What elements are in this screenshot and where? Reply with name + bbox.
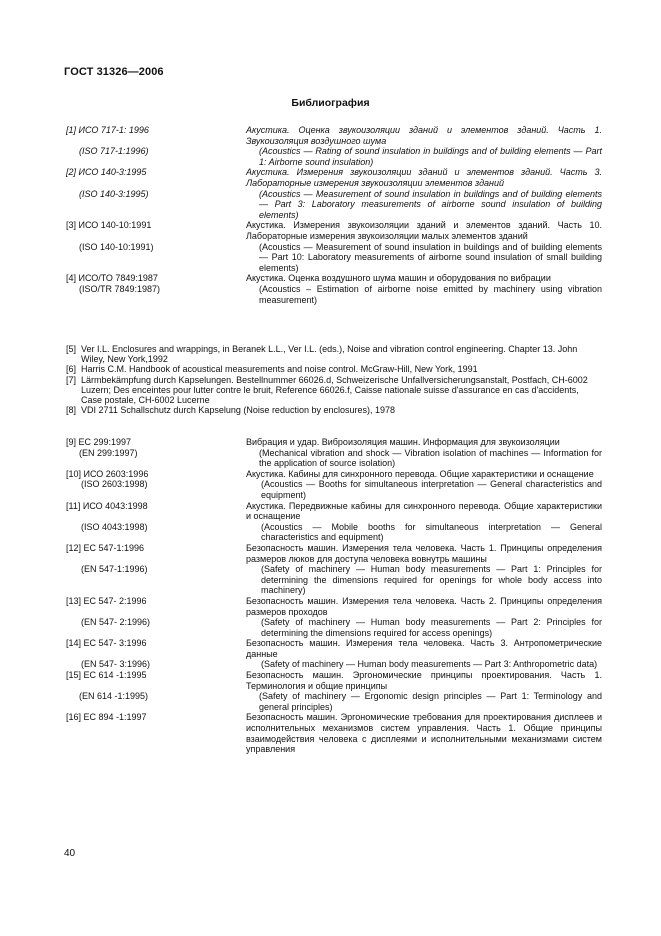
bib-entry-translation	[66, 617, 602, 638]
bib-ref: (EN 547- 3:1996)	[81, 659, 151, 670]
bibliography-list-part2	[66, 344, 602, 415]
bib-entry	[66, 596, 602, 617]
bib-ref: [4] ИСО/ТО 7849:1987	[66, 273, 158, 284]
bib-number: [8]	[66, 405, 77, 416]
bib-entry-translation	[66, 284, 602, 305]
bib-text: Безопасность машин. Эргономические требования для проектирования дисплеев и исполнительных механизмов систем управления. Часть 1. Общие принципы взаимодействия человека с дисплеями и исполнительными механизмами систем управления	[246, 712, 602, 755]
bib-entry	[66, 273, 602, 284]
bib-text: Акустика. Оценка воздушного шума машин и оборудования по вибрации	[246, 273, 551, 284]
bib-entry-translation	[66, 691, 602, 712]
page-title: Библиография	[291, 97, 370, 109]
bib-text: Акустика. Оценка звукоизоляции зданий и элементов зданий. Часть 1. Звукоизоляция воздушного шума	[246, 125, 602, 146]
bib-ref: (EN 547- 2:1996)	[81, 617, 151, 628]
bib-text: (Acoustics — Mobile booths for simultaneous interpretation — General characteristics and equipment)	[261, 521, 602, 543]
bib-text: (Acoustics — Rating of sound insulation in buildings and of building elements — Part 1: Airborne sound insulation)	[259, 146, 602, 167]
bib-ref: [9] EC 299:1997	[66, 437, 132, 447]
bib-ref: [1] ИСО 717-1: 1996	[66, 125, 149, 135]
bib-entry	[66, 125, 602, 146]
bib-entry	[66, 501, 602, 522]
bib-entry-translation	[66, 522, 602, 543]
bib-ref: [16] EC 894 -1:1997	[66, 712, 147, 723]
bib-entry	[66, 344, 602, 364]
bib-entry	[66, 437, 602, 448]
bibliography-list-part3	[66, 437, 602, 755]
bib-text: (Mechanical vibration and shock — Vibration isolation of machines — Information for the application of source isolation)	[259, 447, 602, 469]
bib-ref: (ISO 2603:1998)	[81, 479, 148, 490]
bib-number: [7]	[66, 374, 77, 385]
bib-ref: [13] EC 547- 2:1996	[66, 595, 147, 606]
bib-entry-translation	[66, 242, 602, 274]
bib-text: Акустика. Передвижные кабины для синхронного перевода. Общие характеристики и оснащение	[246, 500, 602, 522]
bib-text: (Acoustics — Measurement of sound insulation in buildings and of building elements — Part 3: Laboratory measurements of airborne sound insulation of building elements)	[259, 188, 602, 220]
bib-text: Вибрация и удар. Виброизоляция машин. Информация для звукоизоляции	[246, 437, 560, 447]
bib-ref: (ISO/TR 7849:1987)	[79, 283, 161, 294]
page-number: 40	[64, 848, 76, 859]
bib-ref: [12] EC 547-1:1996	[66, 542, 145, 553]
bib-ref: [11] ИСО 4043:1998	[66, 500, 148, 511]
bib-text: Ver I.L. Enclosures and wrappings, in Beranek L.L., Ver I.L. (eds.), Noise and vibration control engineering. Chapter 13. John Wiley, New York,1992	[81, 344, 578, 365]
bib-text: Акустика. Измерения звукоизоляции зданий и элементов зданий. Часть 3. Лабораторные измерения звукоизоляции элементов зданий	[246, 167, 602, 188]
bib-ref: (ISO 140-10:1991)	[79, 241, 154, 252]
bib-text: Безопасность машин. Измерения тела человека. Часть 1. Принципы определения размеров люков для доступа человека вовнутрь машины	[246, 542, 602, 564]
bib-text: (Acoustics — Measurement of sound insulation in buildings and of building elements — Part 10: Laboratory measurements of airborne sound insulation of small building elements)	[259, 241, 602, 273]
running-header: ГОСТ 31326—2006	[64, 66, 164, 78]
bib-ref: [3] ИСО 140-10:1991	[66, 220, 152, 231]
bib-entry	[66, 364, 602, 374]
bib-entry	[66, 405, 602, 415]
bib-entry-translation	[66, 448, 602, 469]
bib-ref: (ISO 140-3:1995)	[79, 188, 149, 199]
bib-text: (Safety of machinery — Human body measurements — Part 2: Principles for determining the dimensions required for access openings)	[261, 617, 602, 638]
bib-ref: (ISO 717-1:1996)	[79, 146, 149, 157]
bib-ref: [10] ИСО 2603:1996	[66, 468, 149, 479]
bib-ref: (EN 614 -1:1995)	[79, 691, 149, 702]
bib-entry	[66, 220, 602, 241]
bib-entry	[66, 375, 602, 406]
bib-text: (Acoustics – Estimation of airborne noise emitted by machinery using vibration measurement)	[259, 283, 602, 305]
bib-text: Акустика. Кабины для синхронного перевода. Общие характеристики и оснащение	[246, 468, 594, 479]
bibliography-list-part1	[66, 125, 602, 305]
bib-text: Акустика. Измерения звукоизоляции зданий и элементов зданий. Часть 10. Лабораторные измерения звукоизоляции малых элементов зданий	[246, 220, 602, 241]
bib-entry-translation	[66, 189, 602, 221]
bib-entry-translation	[66, 564, 602, 596]
bib-number: [5]	[66, 344, 77, 354]
bib-text: Harris C.M. Handbook of acoustical measurements and noise control. McGraw-Hill, New York, 1991	[81, 364, 478, 375]
bib-text: Безопасность машин. Эргономические принципы проектирования. Часть 1. Терминология и общие принципы	[246, 670, 602, 691]
bib-text: VDI 2711 Schallschutz durch Kapselung (Noise reduction by enclosures), 1978	[81, 405, 396, 416]
bib-text: Безопасность машин. Измерения тела человека. Часть 3. Антропометрические данные	[246, 638, 602, 659]
bib-entry	[66, 469, 602, 480]
bib-entry	[66, 638, 602, 659]
bib-entry	[66, 712, 602, 754]
bib-entry	[66, 670, 602, 691]
bib-ref: [15] EC 614 -1:1995	[66, 670, 147, 681]
bib-entry	[66, 167, 602, 188]
bib-text: (Safety of machinery — Human body measurements — Part 3: Anthropometric data)	[261, 659, 598, 670]
bib-entry-translation	[66, 659, 602, 670]
bib-text: Безопасность машин. Измерения тела человека. Часть 2. Принципы определения размеров проходов	[246, 595, 602, 617]
bib-text: (Safety of machinery — Ergonomic design principles — Part 1: Terminology and general principles)	[259, 691, 602, 712]
bib-entry	[66, 543, 602, 564]
bib-ref: (ISO 4043:1998)	[81, 521, 148, 532]
bib-ref: [14] EC 547- 3:1996	[66, 638, 147, 649]
bib-text: Lärmbekämpfung durch Kapselungen. Bestellnummer 66026.d, Schweizerische Unfallversicherungsanstalt, Postfach, CH-6002 Luzern; Des enceintes pour lutter contre le bruit, Reference 66026.f, Caisse nationale suisse d'assurance en cas d'accidents, Case postale, CH-6002 Lucerne	[81, 374, 588, 406]
bib-ref: [2] ИСО 140-3:1995	[66, 167, 147, 178]
bib-text: (Safety of machinery — Human body measurements — Part 1: Principles for determining the dimensions required for openings for whole body access into machinery)	[261, 564, 602, 596]
bib-entry-translation	[66, 146, 602, 167]
bib-number: [6]	[66, 364, 77, 375]
bib-text: (Acoustics — Booths for simultaneous interpretation — General characteristics and equipment)	[261, 479, 602, 500]
bib-ref: (EN 547-1:1996)	[81, 564, 148, 575]
bib-ref: (EN 299:1997)	[79, 447, 138, 458]
bib-entry-translation	[66, 479, 602, 500]
